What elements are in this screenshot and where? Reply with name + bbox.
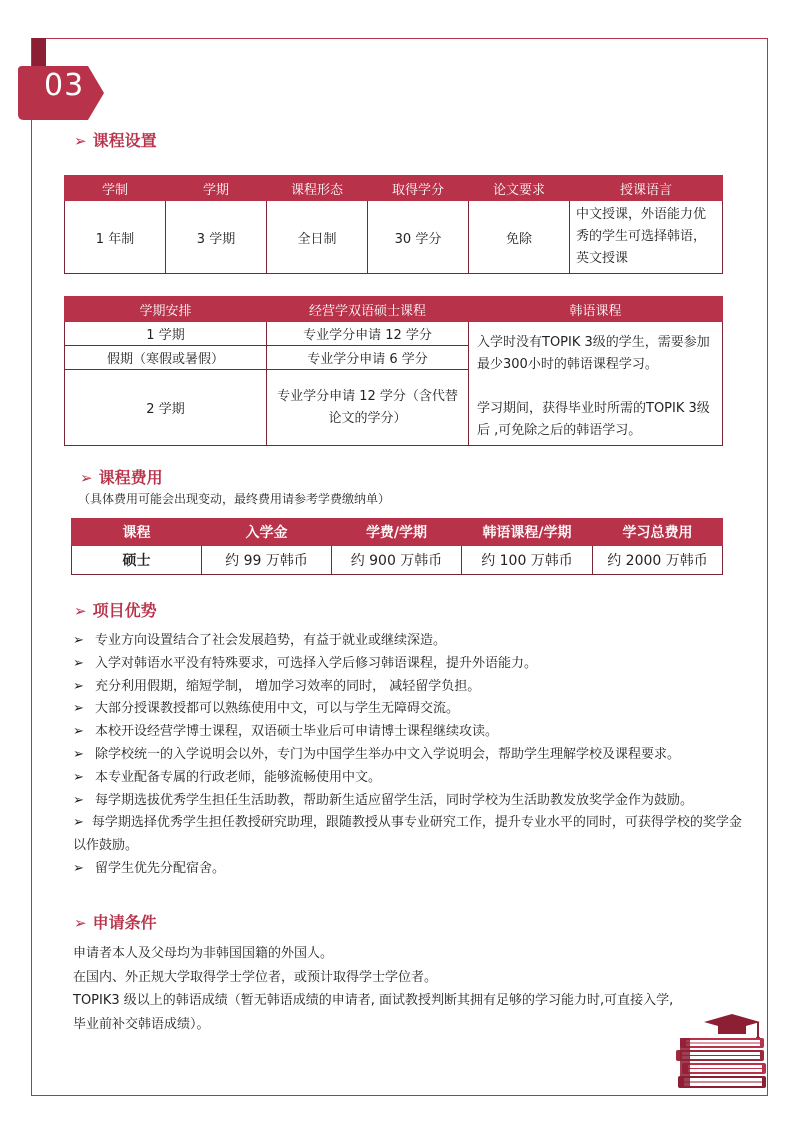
bullet-icon: ➢ xyxy=(73,633,84,648)
requirement-line: TOPIK3 级以上的韩语成绩（暂无韩语成绩的申请者, 面试教授判断其拥有足够的学习能力时,可直接入学, xyxy=(73,993,674,1008)
arrow-icon: ➢ xyxy=(74,602,87,620)
table-header: 经营学双语硕士课程 xyxy=(267,297,469,322)
table-cell: 1 学期 xyxy=(65,322,267,346)
bullet-icon: ➢ xyxy=(73,701,84,717)
requirement-line: 毕业前补交韩语成绩）。 xyxy=(73,1016,210,1032)
term-schedule-table xyxy=(64,296,723,446)
table-cell: 中文授课，外语能力优秀的学生可选择韩语，英文授课 xyxy=(570,201,723,274)
table-cell: 专业学分申请 12 学分 xyxy=(267,322,469,346)
arrow-icon: ➢ xyxy=(74,914,87,932)
korean-course-cell xyxy=(469,322,723,446)
table-row xyxy=(65,201,723,274)
table-header: 课程形态 xyxy=(267,176,368,201)
books-stack-icon xyxy=(672,1010,772,1094)
table-header: 论文要求 xyxy=(469,176,570,201)
table-header: 授课语言 xyxy=(570,176,723,201)
requirement-line: 在国内、外正规大学取得学士学位者，或预计取得学士学位者。 xyxy=(73,969,438,985)
table-cell: 约 2000 万韩币 xyxy=(593,546,723,575)
list-item: ➢ 充分利用假期，缩短学制， 增加学习效率的同时， 减轻留学负担。 xyxy=(73,676,753,699)
fees-note: （具体费用可能会出现变动，最终费用请参考学费缴纳单） xyxy=(78,492,391,506)
bullet-icon: ➢ xyxy=(73,792,84,808)
bullet-icon: ➢ xyxy=(73,746,84,762)
table-cell: 硕士 xyxy=(72,546,202,575)
requirements-text xyxy=(73,942,733,1036)
list-item: ➢ 留学生优先分配宿舍。 xyxy=(73,858,753,881)
table-header: 学费/学期 xyxy=(332,519,462,546)
table-cell: 2 学期 xyxy=(65,370,267,446)
table-header: 韩语课程 xyxy=(469,297,723,322)
table-header-row xyxy=(65,176,723,201)
korean-course-text-1: 入学时没有TOPIK 3级的学生，需要参加最少300小时的韩语课程学习。 xyxy=(477,335,710,372)
table-header: 学制 xyxy=(65,176,166,201)
bullet-icon: ➢ xyxy=(73,678,84,694)
table-cell: 约 99 万韩币 xyxy=(202,546,332,575)
arrow-icon: ➢ xyxy=(80,469,93,487)
bullet-icon: ➢ xyxy=(73,769,84,785)
korean-course-text-2: 学习期间，获得毕业时所需的TOPIK 3级后 ,可免除之后的韩语学习。 xyxy=(477,401,710,438)
table-cell: 专业学分申请 6 学分 xyxy=(267,346,469,370)
page-number: 03 xyxy=(44,68,85,103)
bullet-icon: ➢ xyxy=(73,860,84,876)
list-item: ➢ 专业方向设置结合了社会发展趋势，有益于就业或继续深造。 xyxy=(73,630,753,653)
table-header: 入学金 xyxy=(202,519,332,546)
table-header: 学期 xyxy=(166,176,267,201)
table-cell: 约 100 万韩币 xyxy=(462,546,593,575)
table-cell: 约 900 万韩币 xyxy=(332,546,462,575)
section-title-text: 申请条件 xyxy=(92,913,157,932)
table-cell: 全日制 xyxy=(267,201,368,274)
list-item: ➢ 每学期选拔优秀学生担任生活助教，帮助新生适应留学生活，同时学校为生活助教发放奖学金作为鼓励。 xyxy=(73,790,753,813)
arrow-icon: ➢ xyxy=(74,132,87,150)
section-title-requirements xyxy=(74,910,157,933)
table-header: 学期安排 xyxy=(65,297,267,322)
list-item: ➢ 本专业配备专属的行政老师，能够流畅使用中文。 xyxy=(73,767,753,790)
section-title-curriculum xyxy=(74,128,157,151)
fees-table xyxy=(71,518,723,575)
section-title-text: 课程设置 xyxy=(92,131,157,150)
table-cell: 1 年制 xyxy=(65,201,166,274)
table-header: 学习总费用 xyxy=(593,519,723,546)
requirement-line: 申请者本人及父母均为非韩国国籍的外国人。 xyxy=(73,946,334,961)
table-cell: 30 学分 xyxy=(368,201,469,274)
curriculum-table xyxy=(64,175,723,274)
page-number-tab xyxy=(18,38,106,120)
table-header-row xyxy=(65,297,723,322)
table-row xyxy=(72,546,723,575)
table-header: 取得学分 xyxy=(368,176,469,201)
list-item: ➢ 每学期选择优秀学生担任教授研究助理，跟随教授从事专业研究工作，提升专业水平的同时，可获得学校的奖学金以作鼓励。 xyxy=(73,815,742,854)
bullet-icon: ➢ xyxy=(73,724,84,740)
list-item: ➢ 本校开设经营学博士课程，双语硕士毕业后可申请博士课程继续攻读。 xyxy=(73,721,753,744)
bullet-icon: ➢ xyxy=(73,655,84,671)
advantages-list xyxy=(73,630,753,881)
table-header: 韩语课程/学期 xyxy=(462,519,593,546)
table-cell: 3 学期 xyxy=(166,201,267,274)
list-item: ➢ 大部分授课教授都可以熟练使用中文，可以与学生无障碍交流。 xyxy=(73,698,753,721)
list-item: ➢ 入学对韩语水平没有特殊要求，可选择入学后修习韩语课程，提升外语能力。 xyxy=(73,653,753,676)
section-title-advantages xyxy=(74,598,157,621)
graduation-cap-icon xyxy=(704,1014,761,1042)
section-title-text: 项目优势 xyxy=(92,601,157,620)
table-header-row xyxy=(72,519,723,546)
section-title-text: 课程费用 xyxy=(98,468,163,487)
table-cell: 免除 xyxy=(469,201,570,274)
section-title-fees xyxy=(80,465,163,488)
table-row xyxy=(65,322,723,346)
bullet-icon: ➢ xyxy=(73,815,84,831)
list-item: ➢ 除学校统一的入学说明会以外，专门为中国学生举办中文入学说明会，帮助学生理解学校及课程要求。 xyxy=(73,744,753,767)
table-cell: 假期（寒假或暑假） xyxy=(65,346,267,370)
table-cell: 专业学分申请 12 学分（含代替论文的学分） xyxy=(267,370,469,446)
table-header: 课程 xyxy=(72,519,202,546)
